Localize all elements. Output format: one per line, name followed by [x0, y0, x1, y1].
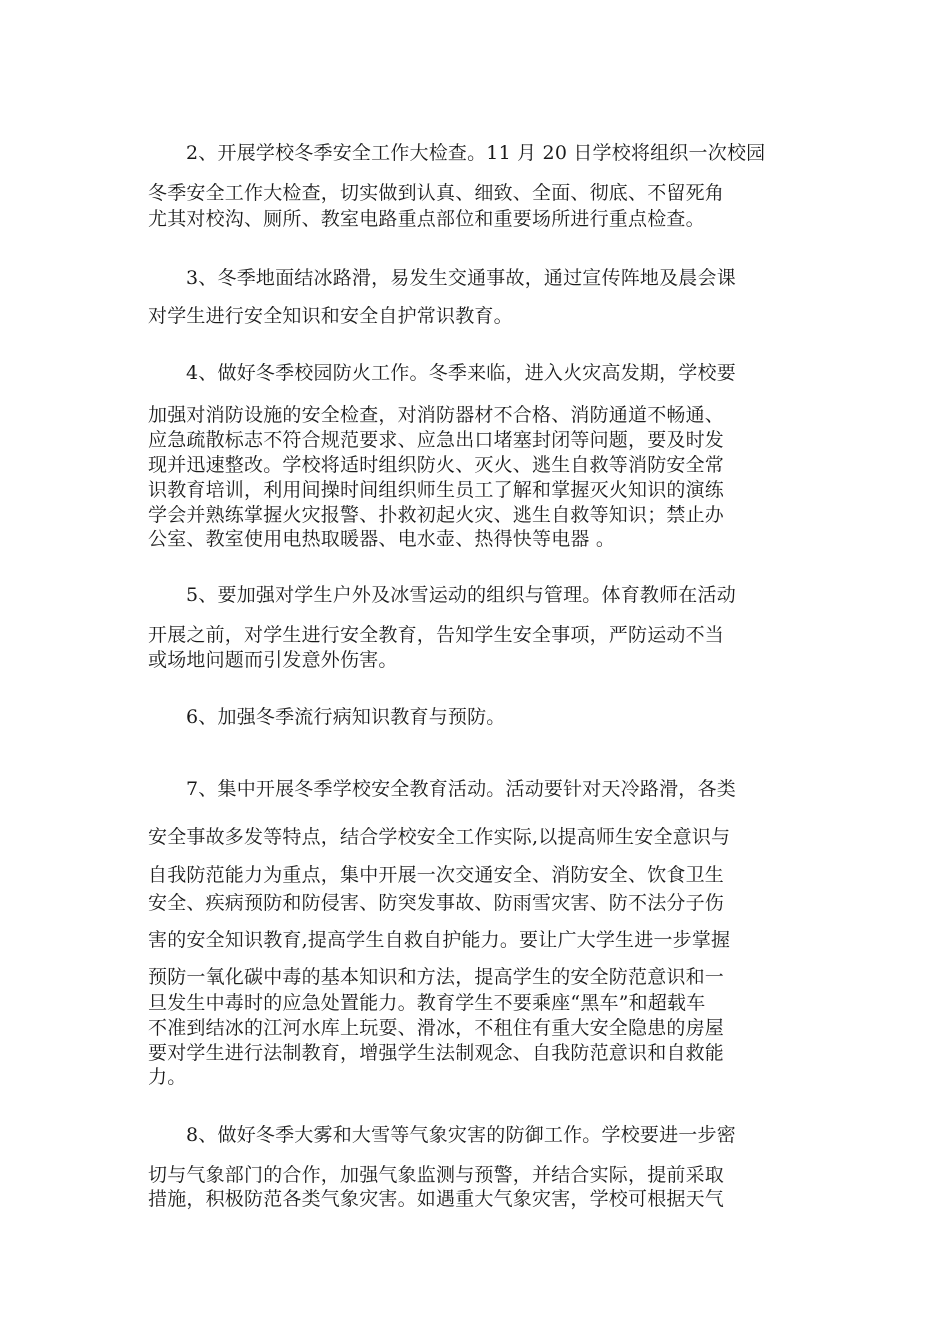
paragraph-5-line-2: 开展之前，对学生进行安全教育，告知学生安全事项，严防运动不当	[148, 624, 725, 646]
paragraph-7-line-10: 力。	[148, 1066, 187, 1088]
paragraph-3-line-1: 3、冬季地面结冰路滑，易发生交通事故，通过宣传阵地及晨会课	[186, 267, 736, 289]
paragraph-7-line-9: 要对学生进行法制教育，增强学生法制观念、自我防范意识和自救能	[148, 1042, 725, 1064]
paragraph-4-line-4: 现并迅速整改。学校将适时组织防火、灭火、逃生自救等消防安全常	[148, 454, 725, 476]
paragraph-2-line-1: 2、开展学校冬季安全工作大检查。11 月 20 日学校将组织一次校园	[186, 142, 766, 164]
paragraph-3-line-2: 对学生进行安全知识和安全自护常识教育。	[148, 305, 513, 327]
paragraph-4-line-2: 加强对消防设施的安全检查，对消防器材不合格、消防通道不畅通、	[148, 404, 725, 426]
paragraph-4-line-6: 学会并熟练掌握火灾报警、扑救初起火灾、逃生自救等知识；禁止办	[148, 504, 725, 526]
paragraph-4-line-1: 4、做好冬季校园防火工作。冬季来临，进入火灾高发期，学校要	[186, 362, 736, 384]
paragraph-7-line-3: 自我防范能力为重点，集中开展一次交通安全、消防安全、饮食卫生	[148, 864, 725, 886]
paragraph-4-line-7: 公室、教室使用电热取暖器、电水壶、热得快等电器 。	[148, 528, 616, 550]
paragraph-7-line-4: 安全、疾病预防和防侵害、防突发事故、防雨雪灾害、防不法分子伤	[148, 892, 725, 914]
paragraph-7-line-1: 7、集中开展冬季学校安全教育活动。活动要针对天冷路滑，各类	[186, 778, 736, 800]
paragraph-8-line-1: 8、做好冬季大雾和大雪等气象灾害的防御工作。学校要进一步密	[186, 1124, 736, 1146]
paragraph-4-line-5: 识教育培训，利用间操时间组织师生员工了解和掌握灭火知识的演练	[148, 479, 725, 501]
paragraph-4-line-3: 应急疏散标志不符合规范要求、应急出口堵塞封闭等问题，要及时发	[148, 429, 725, 451]
paragraph-2-line-2: 冬季安全工作大检查，切实做到认真、细致、全面、彻底、不留死角	[148, 182, 725, 204]
paragraph-7-line-5: 害的安全知识教育,提高学生自救自护能力。要让广大学生进一步掌握	[148, 929, 731, 951]
paragraph-7-line-7: 旦发生中毒时的应急处置能力。教育学生不要乘座“黑车”和超载车	[148, 992, 706, 1014]
paragraph-7-line-8: 不准到结冰的江河水库上玩耍、滑冰，不租住有重大安全隐患的房屋	[148, 1017, 725, 1039]
paragraph-5-line-3: 或场地问题而引发意外伤害。	[148, 649, 398, 671]
paragraph-5-line-1: 5、要加强对学生户外及冰雪运动的组织与管理。体育教师在活动	[186, 584, 736, 606]
paragraph-2-line-3: 尤其对校沟、厕所、教室电路重点部位和重要场所进行重点检查。	[148, 208, 705, 230]
paragraph-8-line-2: 切与气象部门的合作，加强气象监测与预警，并结合实际，提前采取	[148, 1164, 725, 1186]
paragraph-7-line-2: 安全事故多发等特点，结合学校安全工作实际,以提高师生安全意识与	[148, 826, 731, 848]
paragraph-7-line-6: 预防一氧化碳中毒的基本知识和方法，提高学生的安全防范意识和一	[148, 966, 725, 988]
paragraph-6-line-1: 6、加强冬季流行病知识教育与预防。	[186, 706, 506, 728]
paragraph-8-line-3: 措施，积极防范各类气象灾害。如遇重大气象灾害，学校可根据天气	[148, 1188, 725, 1210]
